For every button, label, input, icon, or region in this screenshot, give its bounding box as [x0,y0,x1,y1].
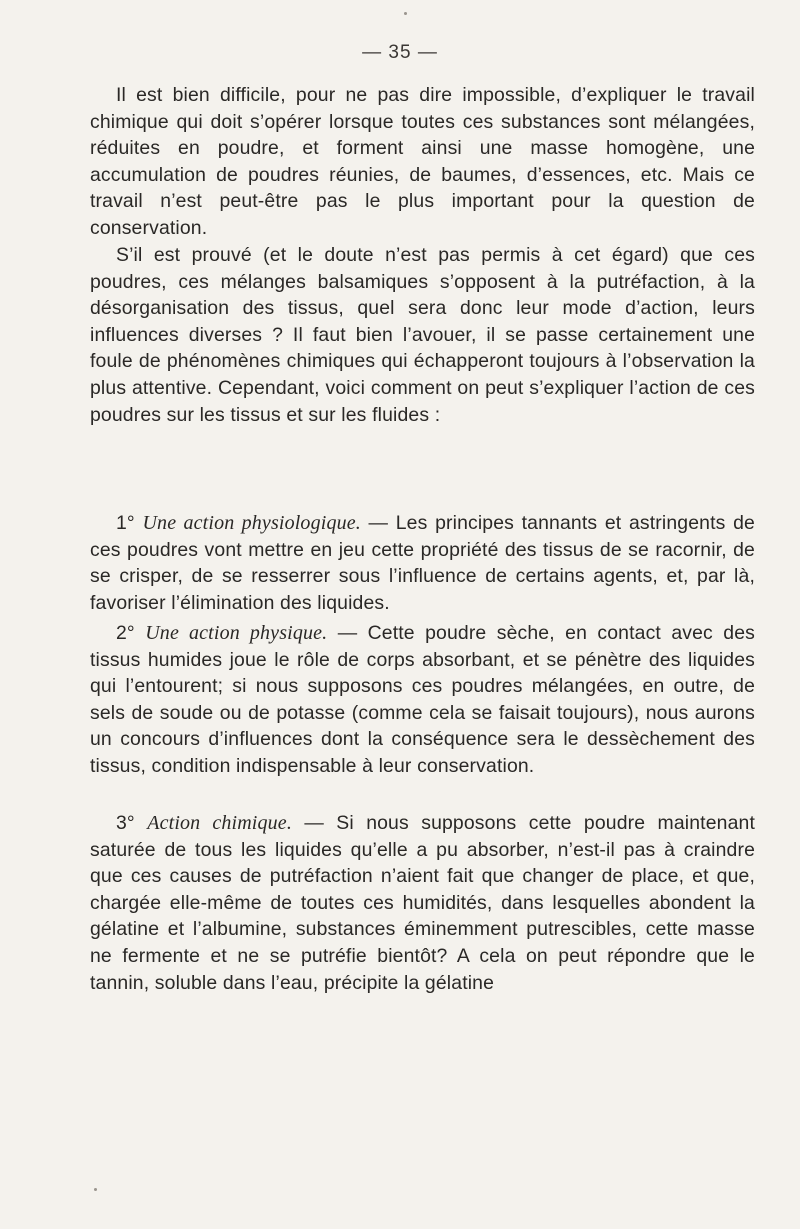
section-marker-3: 3° [116,812,148,834]
paper-speck [94,1188,97,1191]
section-heading-physical: Une action physique. [145,622,328,644]
paragraph-2 [90,242,755,428]
section-marker-1: 1° [116,512,143,534]
paragraph-1-text: Il est bien difficile, pour ne pas dire impossible, d’expliquer le travail chimique qui doit s’opérer lorsque toutes ces substances sont mélangées, réduites en poudre, et forment ainsi une masse homogène, une accumulation de poudres réunies, de baumes, d’essences, etc. Mais ce travail n’est peut-être pas le plus important pour la question de conservation. [90,84,755,239]
paragraph-4-body: — Cette poudre sèche, en contact avec des tissus humides joue le rôle de corps absorbant, et se pénètre des liquides qui l’entourent; si nous supposons ces poudres mélangées, en outre, de sels de soude ou de potasse (comme cela se faisait toujours), nous aurons un concours d’influences dont la conséquence sera le dessèchement des tissus, condition indispensable à leur conservation. [90,622,755,777]
paragraph-3 [90,510,755,616]
paragraph-4 [90,620,755,780]
paragraph-1 [90,82,755,242]
section-heading-chemical: Action chimique. [147,812,292,834]
paper-speck [404,12,407,15]
page-number: — 35 — [362,42,438,63]
section-marker-2: 2° [116,622,146,644]
paragraph-2-text: S’il est prouvé (et le doute n’est pas permis à cet égard) que ces poudres, ces mélanges balsamiques s’opposent à la putréfaction, à la désorganisation des tissus, quel sera donc leur mode d’action, leurs influences diverses ? Il faut bien l’avouer, il se passe certainement une foule de phénomènes chimiques qui échapperont toujours à l’observation la plus attentive. Cependant, voici comment on peut s’expliquer l’action de ces poudres sur les tissus et sur les fluides : [90,244,755,426]
paragraph-4-text [90,620,755,780]
paragraph-3-body: — Les principes tannants et astringents de ces poudres vont mettre en jeu cette propriété des tissus de se racornir, de se crisper, de se resserrer sous l’influence de certains agents, et, par là, favoriser l’élimination des liquides. [90,512,755,614]
paragraph-3-text [90,510,755,616]
paragraph-5-text [90,810,755,996]
section-heading-physiological: Une action physiologique. [142,512,361,534]
paragraph-5 [90,810,755,996]
paragraph-5-body: — Si nous supposons cette poudre maintenant saturée de tous les liquides qu’elle a pu absorber, n’est-il pas à craindre que ces causes de putréfaction n’aient fait que changer de place, et que, chargée elle-même de toutes ces humidités, dans lesquelles abondent la gélatine et l’albumine, substances éminemment putrescibles, cette masse ne fermente et ne se putréfie bientôt? A cela on peut répondre que le tannin, soluble dans l’eau, précipite la gélatine [90,812,755,994]
